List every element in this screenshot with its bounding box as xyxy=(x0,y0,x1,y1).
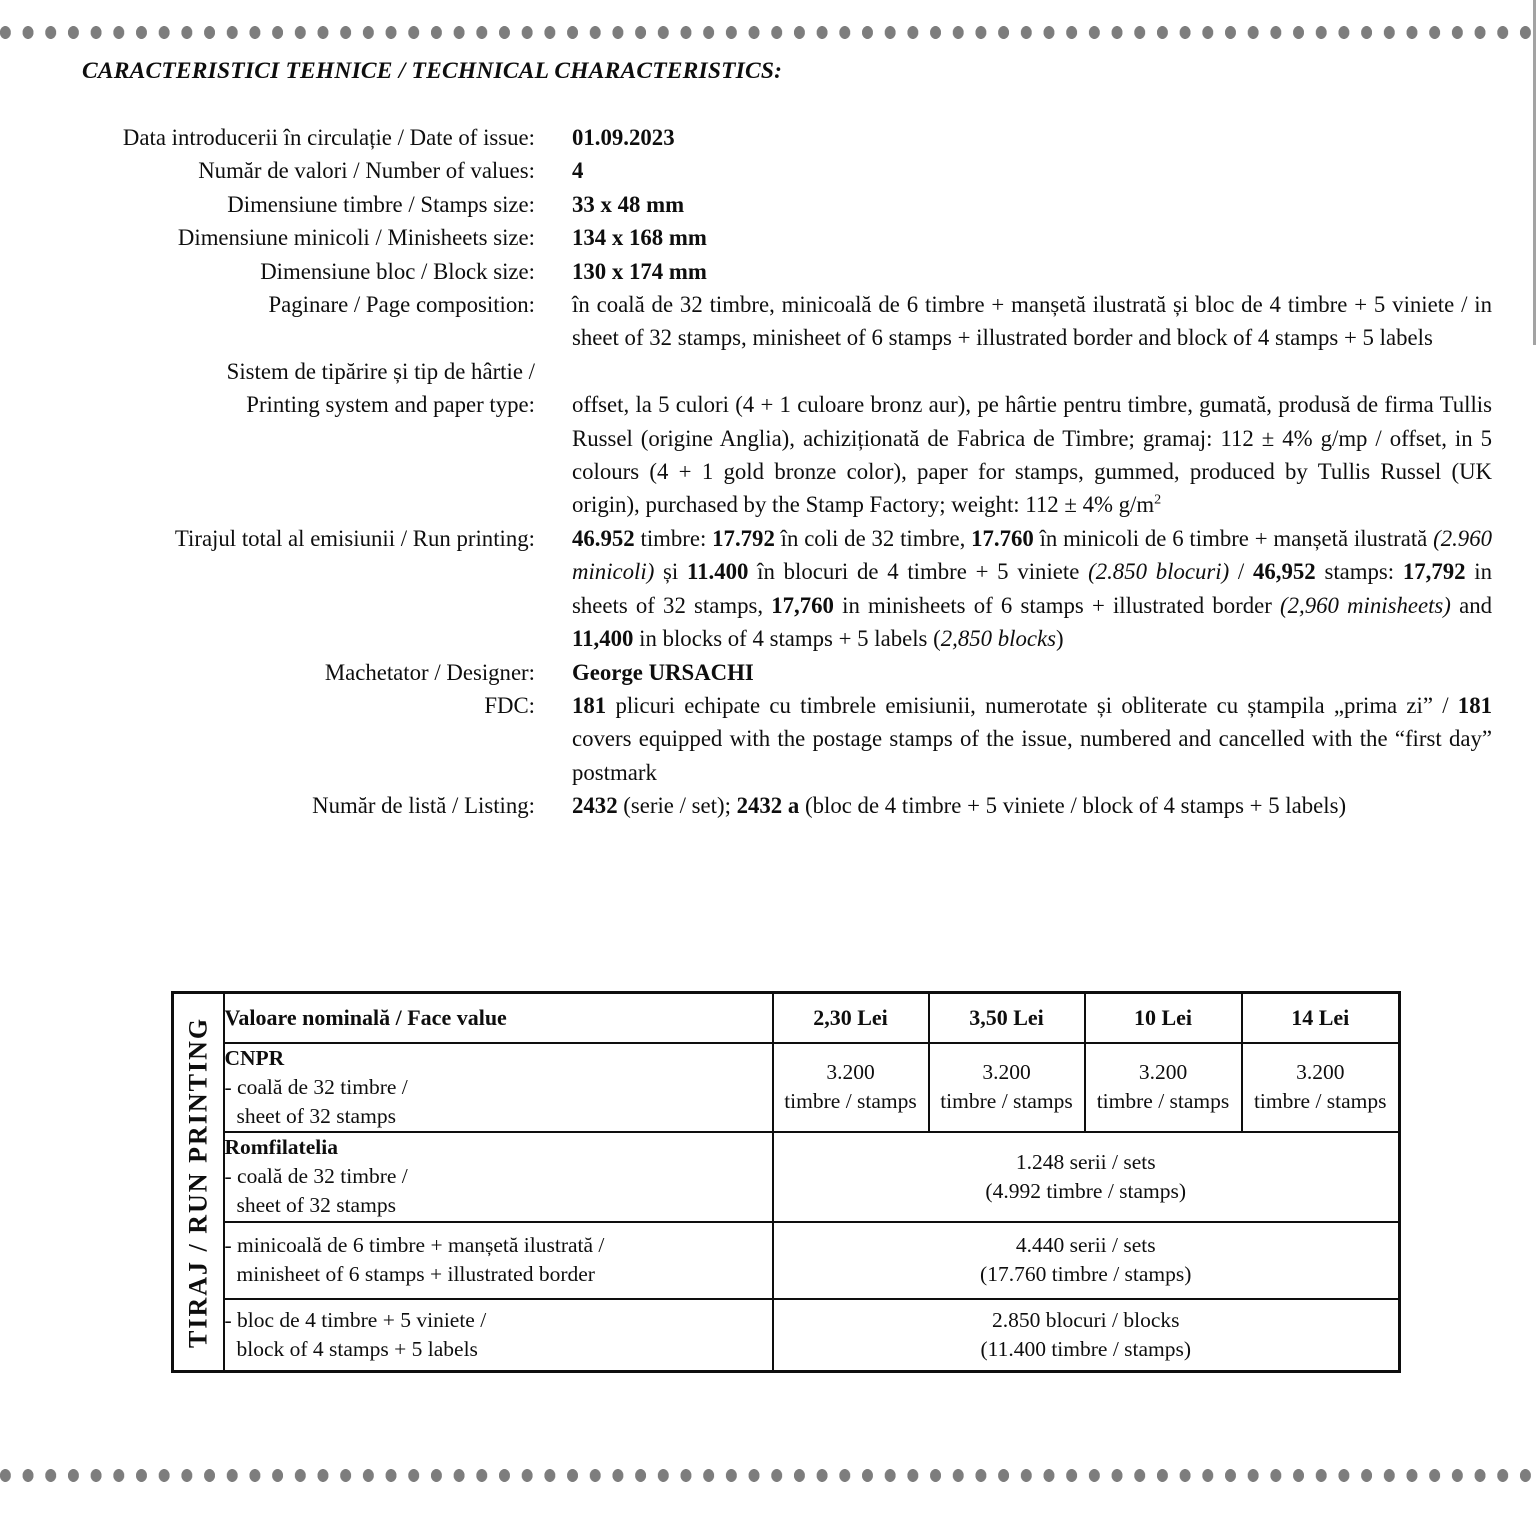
row-label-line: - coală de 32 timbre / xyxy=(224,1164,408,1188)
dotted-border-bottom xyxy=(0,1468,1536,1483)
spec-label: Număr de listă / Listing: xyxy=(312,793,535,819)
spec-label: Dimensiune minicoli / Minisheets size: xyxy=(177,225,535,251)
quantity-line: 2.850 blocuri / blocks xyxy=(991,1307,1180,1332)
spec-value xyxy=(572,355,1492,388)
row-label-line: - minicoală de 6 timbre + manșetă ilustrată / xyxy=(224,1233,605,1257)
technical-characteristics-list xyxy=(80,121,1492,823)
table-row xyxy=(173,1043,1400,1132)
quantity-line: 3.200 xyxy=(826,1060,875,1084)
quantity-line: timbre / stamps xyxy=(1253,1089,1387,1113)
spec-value: 33 x 48 mm xyxy=(572,191,685,217)
spec-label: Sistem de tipărire și tip de hârtie / xyxy=(226,358,535,384)
quantity-merged-cell xyxy=(773,1222,1400,1299)
row-label-line: sheet of 32 stamps xyxy=(236,1103,396,1128)
spec-row xyxy=(80,689,1492,789)
spec-label: Paginare / Page composition: xyxy=(268,292,535,318)
spec-value: 01.09.2023 xyxy=(572,125,675,150)
spec-row xyxy=(80,288,1492,355)
row-label-line: - coală de 32 timbre / xyxy=(224,1074,408,1099)
spec-label: Machetator / Designer: xyxy=(324,659,535,685)
row-label-line: sheet of 32 stamps xyxy=(236,1193,396,1217)
spec-row xyxy=(80,255,1492,288)
quantity-line: 1.248 serii / sets xyxy=(1015,1149,1156,1174)
row-label-line: Romfilatelia xyxy=(224,1135,338,1159)
spec-label: Dimensiune bloc / Block size: xyxy=(260,258,535,284)
quantity-line: 3.200 xyxy=(1296,1060,1345,1084)
quantity-line: 4.440 serii / sets xyxy=(1015,1233,1156,1257)
table-vertical-label: TIRAJ / RUN PRINTING xyxy=(173,993,224,1372)
page-title: CARACTERISTICI TEHNICE / TECHNICAL CHARACTERISTICS: xyxy=(82,58,783,84)
spec-value: în coală de 32 timbre, minicoală de 6 timbre + manșetă ilustrată și bloc de 4 timbre + 5 viniete / in sheet of 32 stamps, minisheet of 6 stamps + illustrated border and block of 4 stamps + 5 labels xyxy=(572,292,1492,351)
quantity-line: timbre / stamps xyxy=(784,1089,917,1113)
spec-value: 130 x 174 mm xyxy=(572,258,707,284)
spec-row xyxy=(80,221,1492,254)
spec-value: George URSACHI xyxy=(572,659,754,685)
row-label-line: CNPR xyxy=(224,1045,285,1070)
quantity-cell xyxy=(929,1043,1085,1132)
face-value-column-header: 10 Lei xyxy=(1085,993,1242,1043)
table-row xyxy=(173,1132,1400,1222)
face-value-column-header: 14 Lei xyxy=(1242,993,1400,1043)
spec-label: Dimensiune timbre / Stamps size: xyxy=(227,191,535,217)
quantity-line: (17.760 timbre / stamps) xyxy=(980,1262,1192,1286)
quantity-line: 3.200 xyxy=(982,1060,1031,1084)
spec-label: Număr de valori / Number of values: xyxy=(198,158,535,184)
quantity-line: (11.400 timbre / stamps) xyxy=(980,1336,1192,1361)
run-printing-table xyxy=(171,991,1401,1373)
spec-value: 4 xyxy=(572,158,584,184)
spec-row xyxy=(80,154,1492,187)
spec-value: 134 x 168 mm xyxy=(572,225,707,251)
face-value-column-header: 2,30 Lei xyxy=(773,993,929,1043)
spec-row xyxy=(80,522,1492,656)
spec-label: Data introducerii în circulație / Date of issue: xyxy=(122,125,535,150)
row-label-line: - bloc de 4 timbre + 5 viniete / xyxy=(224,1307,487,1332)
quantity-cell xyxy=(1242,1043,1400,1132)
spec-label: Printing system and paper type: xyxy=(246,392,535,418)
quantity-cell xyxy=(1085,1043,1242,1132)
row-label-cell xyxy=(224,1299,773,1372)
table-header-row xyxy=(173,993,1400,1043)
dotted-border-top xyxy=(0,25,1536,40)
spec-row xyxy=(80,789,1492,822)
quantity-line: (4.992 timbre / stamps) xyxy=(985,1178,1187,1203)
spec-label: FDC: xyxy=(484,692,535,718)
spec-row xyxy=(80,656,1492,689)
row-label-line: block of 4 stamps + 5 labels xyxy=(236,1336,478,1361)
face-value-column-header: 3,50 Lei xyxy=(929,993,1085,1043)
quantity-merged-cell xyxy=(773,1299,1400,1372)
quantity-line: timbre / stamps xyxy=(1096,1089,1230,1113)
quantity-line: 3.200 xyxy=(1138,1060,1188,1084)
quantity-line: timbre / stamps xyxy=(940,1089,1073,1113)
table-row xyxy=(173,1299,1400,1372)
quantity-cell xyxy=(773,1043,929,1132)
row-label-cell xyxy=(224,1132,773,1222)
row-label-cell xyxy=(224,1222,773,1299)
spec-row xyxy=(80,188,1492,221)
spec-value: 46.952 timbre: 17.792 în coli de 32 timbre, 17.760 în minicoli de 6 timbre + manșetă ilustrată (2.960 minicoli) și 11.400 în blocuri de 4 timbre + 5 viniete (2.850 blocuri) / 46,952 stamps: 17,792 in sheets of 32 stamps, 17,760 in minisheets of 6 stamps + illustrated border (2,960 minisheets) and 11,400 in blocks of 4 stamps + 5 labels (2,850 blocks) xyxy=(572,525,1493,652)
spec-value: 2432 (serie / set); 2432 a (bloc de 4 timbre + 5 viniete / block of 4 stamps + 5 labels) xyxy=(572,793,1347,819)
spec-row xyxy=(80,121,1492,154)
spec-row xyxy=(80,388,1492,522)
quantity-merged-cell xyxy=(773,1132,1400,1222)
row-label-cell xyxy=(224,1043,773,1132)
spec-value: offset, la 5 culori (4 + 1 culoare bronz aur), pe hârtie pentru timbre, gumată, produsă de firma Tullis Russel (origine Anglia), achiziționată de Fabrica de Timbre; gramaj: 112 ± 4% g/mp / offset, in 5 colours (4 + 1 gold bronze color), paper for stamps, gummed, produced by Tullis Russel (UK origin), purchased by the Stamp Factory; weight: 112 ± 4% $g/m^2$ xyxy=(572,392,1492,518)
spec-row xyxy=(80,355,1492,388)
face-value-header: Valoare nominală / Face value xyxy=(224,993,773,1043)
spec-value: 181 plicuri echipate cu timbrele emisiunii, numerotate și obliterate cu ștampila „prima zi” / 181 covers equipped with the postage stamps of the issue, numbered and cancelled with the “first day” postmark xyxy=(572,692,1492,785)
row-label-line: minisheet of 6 stamps + illustrated border xyxy=(236,1262,595,1286)
spec-label: Tirajul total al emisiunii / Run printing: xyxy=(174,525,535,551)
table-row xyxy=(173,1222,1400,1299)
